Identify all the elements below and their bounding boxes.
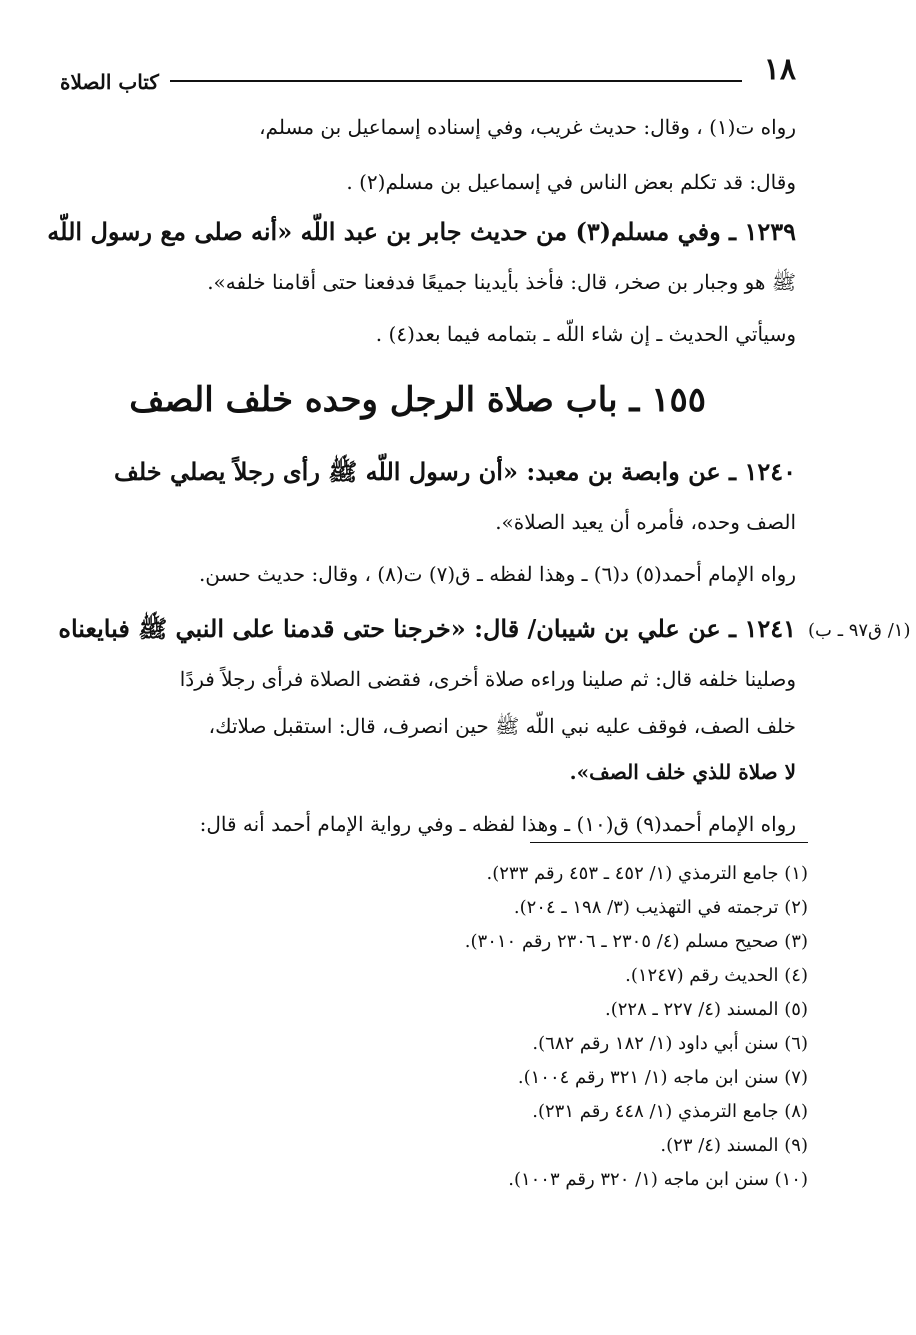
hadith-1241-line-1: ١٢٤١ ـ عن علي بن شيبان/ قال: «خرجنا حتى قدمنا على النبي ﷺ فبايعناه xyxy=(58,614,796,643)
section-title: ١٥٥ ـ باب صلاة الرجل وحده خلف الصف xyxy=(129,380,706,420)
footnote-8: (٨) جامع الترمذي (١/ ٤٤٨ رقم ٢٣١). xyxy=(532,1101,808,1122)
hadith-1240-line-2: الصف وحده، فأمره أن يعيد الصلاة». xyxy=(495,510,796,534)
text-line-5: وسيأتي الحديث ـ إن شاء اللّه ـ بتمامه فيما بعد(٤) . xyxy=(375,322,796,346)
footnote-4: (٤) الحديث رقم (١٢٤٧). xyxy=(625,965,808,986)
hadith-1239-line-1: ١٢٣٩ ـ وفي مسلم(٣) من حديث جابر بن عبد اللّه «أنه صلى مع رسول اللّه xyxy=(47,217,796,246)
footnote-separator xyxy=(530,842,808,843)
narration-line-2: رواه الإمام أحمد(٩) ق(١٠) ـ وهذا لفظه ـ وفي رواية الإمام أحمد أنه قال: xyxy=(199,812,796,836)
hadith-1239-line-2: ﷺ هو وجبار بن صخر، قال: فأخذ بأيدينا جميعًا فدفعنا حتى أقامنا خلفه». xyxy=(207,270,796,294)
page-number: ١٨ xyxy=(763,52,796,87)
hadith-1241-line-4: لا صلاة للذي خلف الصف». xyxy=(569,760,796,784)
footnote-6: (٦) سنن أبي داود (١/ ١٨٢ رقم ٦٨٢). xyxy=(532,1033,808,1054)
header-rule xyxy=(170,80,742,82)
footnote-1: (١) جامع الترمذي (١/ ٤٥٢ ـ ٤٥٣ رقم ٢٣٣). xyxy=(486,863,808,884)
margin-note: (١/ ق٩٧ ـ ب) xyxy=(808,620,911,641)
hadith-1240-line-1: ١٢٤٠ ـ عن وابصة بن معبد: «أن رسول اللّه ﷺ رأى رجلاً يصلي خلف xyxy=(114,457,796,486)
hadith-1241-line-3: خلف الصف، فوقف عليه نبي اللّه ﷺ حين انصرف، قال: استقبل صلاتك، xyxy=(208,714,796,738)
text-line-1: رواه ت(١) ، وقال: حديث غريب، وفي إسناده إسماعيل بن مسلم، xyxy=(259,115,796,139)
chapter-title: كتاب الصلاة xyxy=(60,70,159,94)
footnote-9: (٩) المسند (٤/ ٢٣). xyxy=(660,1135,808,1156)
text-line-2: وقال: قد تكلم بعض الناس في إسماعيل بن مسلم(٢) . xyxy=(346,170,796,194)
footnote-10: (١٠) سنن ابن ماجه (١/ ٣٢٠ رقم ١٠٠٣). xyxy=(508,1169,808,1190)
footnote-7: (٧) سنن ابن ماجه (١/ ٣٢١ رقم ١٠٠٤). xyxy=(517,1067,808,1088)
footnote-5: (٥) المسند (٤/ ٢٢٧ ـ ٢٢٨). xyxy=(605,999,808,1020)
narration-line: رواه الإمام أحمد(٥) د(٦) ـ وهذا لفظه ـ ق(٧) ت(٨) ، وقال: حديث حسن. xyxy=(198,562,796,586)
footnote-2: (٢) ترجمته في التهذيب (٣/ ١٩٨ ـ ٢٠٤). xyxy=(513,897,808,918)
page-header xyxy=(60,52,796,96)
footnote-3: (٣) صحيح مسلم (٤/ ٢٣٠٥ ـ ٢٣٠٦ رقم ٣٠١٠). xyxy=(464,931,808,952)
hadith-1241-line-2: وصلينا خلفه قال: ثم صلينا وراءه صلاة أخرى، فقضى الصلاة فرأى رجلاً فردًا xyxy=(179,667,796,691)
